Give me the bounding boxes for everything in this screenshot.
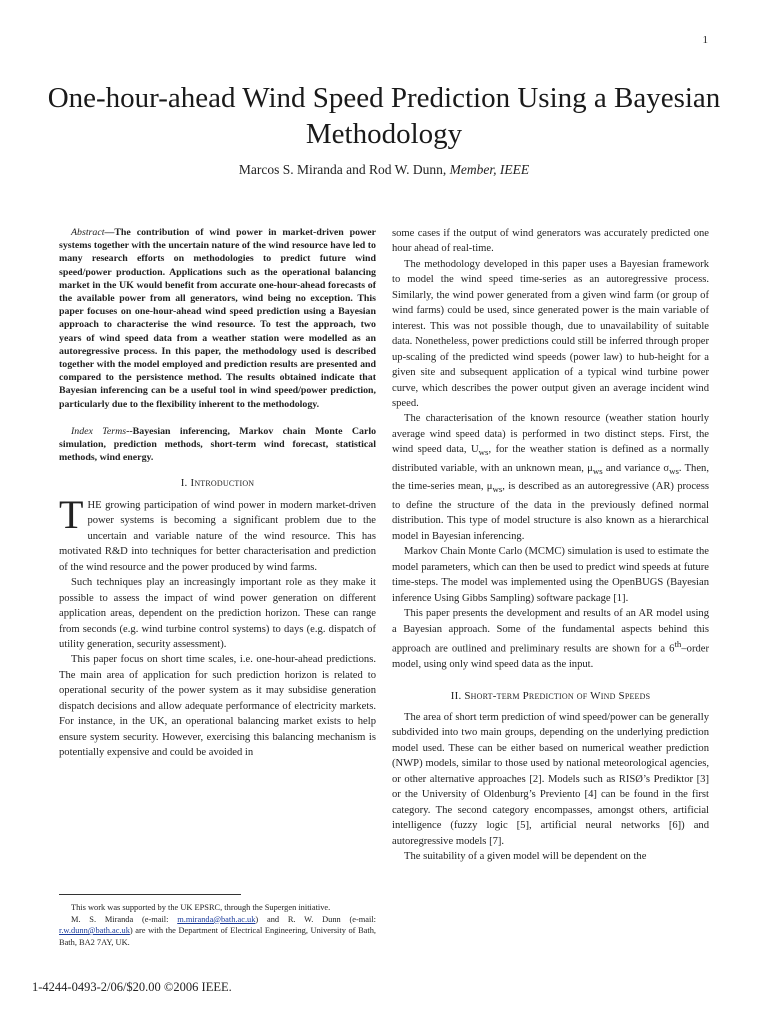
right-paragraph-5 — [392, 606, 709, 672]
subscript-ws-4: ws — [492, 484, 503, 495]
right-p3-e: , is described as an autoregressive (AR) process to define the structure of the data in the previously defined normal distribution. This type of model structure is also known as a hierarchical model in Bayesian inferencing. — [392, 481, 709, 542]
abstract-dash: — — [104, 227, 115, 238]
right-p5-a: This paper presents the development and results of an AR model using a Bayesian approach. Some of the fundamental aspects behind this approach are outlined and preliminary results are shown for a 6 — [392, 608, 709, 655]
abstract-text: The contribution of wind power in market-driven power systems together with the uncertain nature of the wind resource have led to many research efforts on methodologies to predict future wind speed/power production. Applications such as the operational balancing market in the UK would benefit from accurate one-hour-ahead forecasts of the available power from all generators, wind being no exception. This paper focuses on one-hour-ahead wind speed prediction using a Bayesian approach to characterise the wind resource. To test the approach, two years of wind speed data from a weather station were modelled as an autoregressive process. In this paper, the methodology used is described together with the model employed and prediction results are presented and compared to the persistence method. The results obtained indicate that Bayesian inferencing can be a useful tool in wind speed/power prediction, particularly due to the flexibility inherent to the methodology. — [59, 227, 376, 410]
copyright-line: 1-4244-0493-2/06/$20.00 ©2006 IEEE. — [32, 980, 232, 994]
email-link-dunn[interactable]: r.w.dunn@bath.ac.uk — [59, 926, 130, 935]
footnote-affiliation — [59, 914, 376, 949]
subscript-ws-1: ws — [478, 447, 489, 458]
left-column — [59, 226, 376, 761]
paper-title: One-hour-ahead Wind Speed Prediction Using a Bayesian Methodology — [47, 82, 721, 150]
subscript-ws-2: ws — [592, 466, 603, 477]
footnote-affiliation-part-3: ) are with the Department of Electrical Engineering, University of Bath, Bath, BA2 7AY, UK. — [59, 926, 376, 947]
drop-cap: T — [59, 491, 84, 537]
section2-paragraph-2: The suitability of a given model will be dependent on the — [404, 851, 647, 863]
right-paragraph-3 — [392, 411, 709, 544]
right-p3-c: and variance σ — [602, 462, 670, 474]
right-p3-b: , for the weather station is defined as a normally distributed variable, with an unknown mean, μ — [392, 444, 709, 474]
right-p3-d: . Then, the time-series mean, μ — [392, 462, 709, 493]
intro-paragraph-1-text: HE growing participation of wind power in modern market-driven power systems is becoming a significant problem due to the uncertain and variable nature of the wind resource. This has motivated R&D into techniques for better characterisation and prediction of the wind resource and the power produced by wind farms. — [59, 499, 376, 573]
page-number: 1 — [702, 34, 708, 46]
footnote-rule — [59, 894, 241, 895]
abstract — [59, 226, 376, 411]
right-column — [392, 226, 709, 865]
author-line — [40, 162, 728, 178]
email-link-miranda[interactable]: m.miranda@bath.ac.uk — [177, 914, 256, 924]
author-names: Marcos S. Miranda and Rod W. Dunn, — [238, 162, 447, 177]
section-heading-short-term-prediction: II. Short-term Prediction of Wind Speeds — [450, 689, 651, 702]
intro-paragraph-3: This paper focus on short time scales, i.e. one-hour-ahead predictions. The main area of application for such prediction horizon is related to operational security of the power system as it may subsidise generation dispatch decisions and allow adequate performance of electricity markets. For instance, in the UK, an operational balancing market exists to help ensure system security. However, exercising this balancing mechanism is potentially expensive and could be avoided in — [59, 654, 376, 759]
footnotes — [59, 902, 376, 948]
index-terms-dash: -- — [126, 425, 133, 437]
abstract-label: Abstract — [71, 227, 105, 238]
section-heading-introduction: I. Introduction — [180, 477, 255, 490]
index-terms — [59, 425, 376, 465]
footnote-affiliation-part-1: M. S. Miranda (e-mail: — [71, 914, 178, 924]
right-paragraph-2: The methodology developed in this paper uses a Bayesian framework to model the wind speed time-series as an autoregressive process. Similarly, the wind power generated from a given wind farm (or group of wind farms) could be used, since generated power is the main variable of interest. This was not possible though, due to unavailability of suitable data. Nonetheless, power predictions could still be inferred through proper up-scaling of the predicted wind speeds (power law) to hub-height for a given site and subsequent application of a typical wind turbine power curve, which describes the power output given an average incident wind speed. — [392, 258, 709, 409]
footnote-affiliation-part-2: ) and R. W. Dunn (e-mail: — [255, 914, 376, 924]
right-p5-b: –order model, using only wind speed data as the input. — [392, 643, 709, 671]
right-p3-a: The characterisation of the known resource (weather station hourly average wind speed data) is performed in two distinct steps. First, the wind speed data, U — [392, 413, 709, 456]
index-terms-label: Index Terms — [71, 425, 127, 437]
superscript-th: th — [674, 639, 682, 650]
intro-paragraph-2: Such techniques play an increasingly important role as they make it possible to assess the impact of wind power generation on different application areas, dependent on the prediction horizon. These can range from seconds (e.g. wind turbine control systems) to days (e.g. dispatch of utility generation, security assessment). — [59, 577, 376, 650]
intro-paragraph-1 — [59, 491, 376, 575]
footnote-funding: This work was supported by the UK EPSRC, through the Supergen initiative. — [71, 903, 331, 912]
right-paragraph-4: Markov Chain Monte Carlo (MCMC) simulation is used to estimate the model parameters, which can then be used to predict wind speeds at future time-steps. The model was implemented using the OpenBUGS (Bayesian inference Using Gibbs Sampling) software package [1]. — [392, 546, 709, 604]
subscript-ws-3: ws — [669, 466, 679, 477]
right-paragraph-1: some cases if the output of wind generators was accurately predicted one hour ahead of real-time. — [392, 228, 709, 255]
author-membership: Member, IEEE — [449, 162, 530, 177]
index-terms-text: Bayesian inferencing, Markov chain Monte Carlo simulation, prediction methods, short-term wind forecast, statistical methods, wind energy. — [59, 425, 377, 464]
section2-paragraph-1: The area of short term prediction of wind speed/power can be generally subdivided into two main groups, depending on the underlying prediction model used. These can be either based on numerical weather prediction (NWP) models, similar to those used by national meteorological agencies, or other alternative approaches [2]. Models such as RISØ’s Prediktor [3] or the University of Oldenburg’s Previento [4] can be found in the first category. The second category encompasses, amongst others, artificial intelligence (fuzzy logic [5], artificial neural networks [6]) and autoregressive models [7]. — [392, 712, 709, 847]
